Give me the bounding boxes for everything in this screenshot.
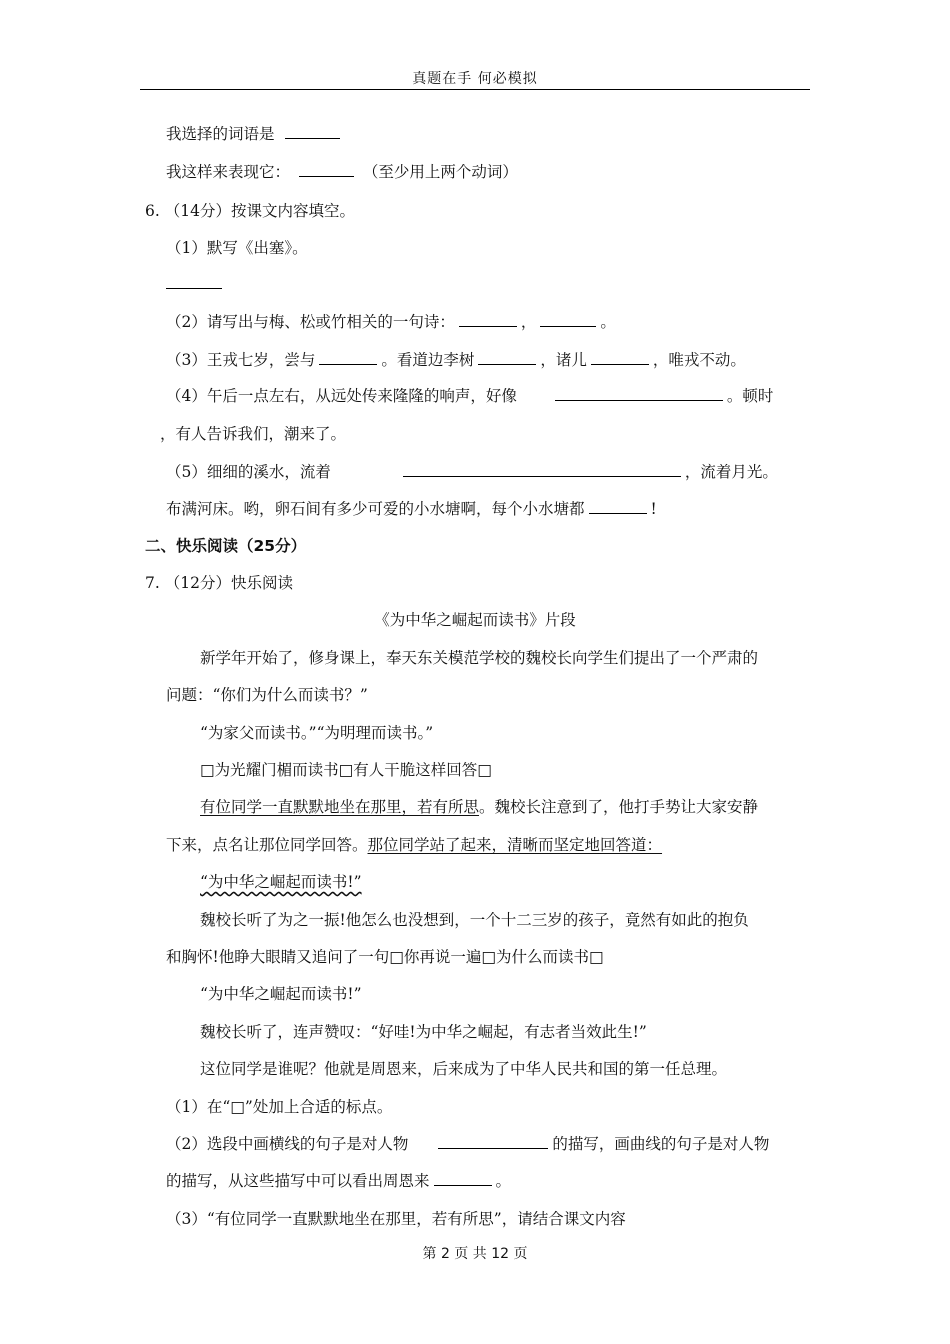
q7-part2-text-d: 。 (495, 1172, 512, 1190)
q6-part2-end: 。 (600, 313, 616, 331)
q6-part5-text-b: ，流着月光。 (684, 463, 778, 481)
passage-p2: “为家父而读书。”“为明理而读书。” (200, 724, 434, 742)
page-header: 真题在手 何必模拟 (412, 71, 538, 87)
answer-blank[interactable] (589, 499, 647, 514)
passage-p4b (166, 835, 662, 855)
passage-p7: “为中华之崛起而读书!” (200, 985, 362, 1003)
underlined-sentence-2: 那位同学站了起来，清晰而坚定地回答道： (367, 836, 663, 854)
choose-word-label: 我选择的词语是 (166, 125, 275, 143)
passage-p3: □为光耀门楣而读书□有人干脆这样回答□ (200, 761, 492, 779)
express-label: 我这样来表现它： (166, 163, 291, 181)
section-2-heading: 二、快乐阅读（25分） (145, 537, 307, 555)
answer-blank[interactable] (166, 274, 222, 289)
answer-blank[interactable] (478, 350, 536, 365)
underlined-sentence: 有位同学一直默默地坐在那里，若有所思 (200, 798, 480, 816)
answer-blank[interactable] (299, 162, 354, 177)
answer-blank[interactable] (540, 312, 596, 327)
q6-part3-text-c: ，诸儿 (540, 351, 587, 369)
q6-part3 (166, 350, 746, 370)
q6-part2-comma: ， (520, 313, 537, 331)
passage-title: 《为中华之崛起而读书》片段 (374, 611, 576, 629)
header-divider (140, 89, 810, 90)
q6-part2-text: （2）请写出与梅、松或竹相关的一句诗： (166, 313, 455, 331)
q6-part2 (166, 312, 616, 332)
q6-part3-text-b: 。看道边李树 (381, 351, 475, 369)
q6-part5-text-c: 布满河床。哟，卵石间有多少可爱的小水塘啊，每个小水塘都 (166, 500, 585, 518)
passage-p4-rest: 。魏校长注意到了，他打手势让大家安静 (479, 798, 759, 816)
passage-p4a (200, 797, 758, 817)
q7-part2-text-b: 的描写，画曲线的句子是对人物 (552, 1135, 770, 1153)
q6-part4-text-a: （4）午后一点左右，从远处传来隆隆的响声，好像 (166, 387, 517, 405)
passage-p8: 魏校长听了，连声赞叹：“好哇!为中华之崛起，有志者当效此生!” (200, 1023, 647, 1041)
answer-blank[interactable] (555, 386, 723, 401)
q6-part3-text-d: ，唯戎不动。 (652, 351, 746, 369)
express-line (166, 162, 518, 182)
q7-part1: （1）在“□”处加上合适的标点。 (166, 1098, 393, 1116)
passage-p6b: 和胸怀!他睁大眼睛又追问了一句□你再说一遍□为什么而读书□ (166, 948, 604, 966)
q6-part5 (166, 462, 778, 482)
answer-blank[interactable] (591, 350, 649, 365)
q6-part3-text-a: （3）王戎七岁，尝与 (166, 351, 316, 369)
q6-part4-text-b: 。顿时 (726, 387, 774, 405)
wavy-underlined-sentence: “为中华之崛起而读书!” (200, 873, 362, 891)
q6-part4-cont: ，有人告诉我们，潮来了。 (160, 425, 347, 443)
choose-word-line (166, 124, 340, 144)
q6-part5-text-a: （5）细细的溪水，流着 (166, 463, 331, 481)
q6-part1-answer (166, 274, 222, 294)
answer-blank[interactable] (319, 350, 377, 365)
q7-part2-text-a: （2）选段中画横线的句子是对人物 (166, 1135, 409, 1153)
answer-blank[interactable] (459, 312, 517, 327)
q7-part3: （3）“有位同学一直默默地坐在那里，若有所思”，请结合课文内容 (166, 1210, 626, 1228)
passage-p1a: 新学年开始了，修身课上，奉天东关模范学校的魏校长向学生们提出了一个严肃的 (200, 649, 759, 667)
answer-blank[interactable] (403, 462, 681, 477)
passage-p1b: 问题：“你们为什么而读书？” (166, 686, 368, 704)
q7-part2-cont (166, 1171, 511, 1191)
question-7-title: 7. （12分）快乐阅读 (145, 574, 293, 592)
question-6-title: 6. （14分）按课文内容填空。 (145, 202, 355, 220)
page-footer: 第 2 页 共 12 页 (422, 1246, 528, 1262)
q6-part1: （1）默写《出塞》。 (166, 239, 308, 257)
q6-part5-cont (166, 499, 657, 519)
answer-blank[interactable] (434, 1171, 492, 1186)
q7-part2 (166, 1134, 769, 1154)
q7-part2-text-c: 的描写，从这些描写中可以看出周恩来 (166, 1172, 430, 1190)
express-hint: （至少用上两个动词） (362, 163, 518, 181)
answer-blank[interactable] (285, 124, 340, 139)
passage-p4b-pre: 下来，点名让那位同学回答。 (166, 836, 368, 854)
passage-p6a: 魏校长听了为之一振!他怎么也没想到，一个十二三岁的孩子，竟然有如此的抱负 (200, 911, 749, 929)
q6-part5-text-d: ! (650, 500, 657, 518)
q6-part4 (166, 386, 773, 406)
passage-p9: 这位同学是谁呢？他就是周恩来，后来成为了中华人民共和国的第一任总理。 (200, 1060, 728, 1078)
passage-p5 (200, 872, 362, 892)
answer-blank[interactable] (438, 1134, 548, 1149)
